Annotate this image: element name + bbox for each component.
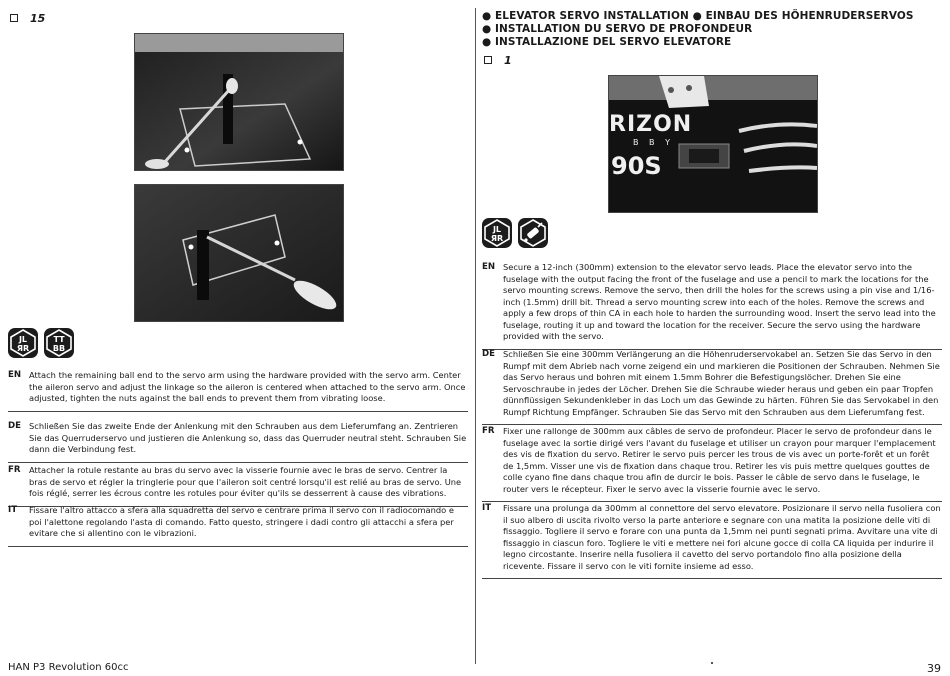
lang-code: DE bbox=[8, 421, 22, 431]
left-column bbox=[8, 10, 468, 538]
instruction-text: Fixer une rallonge de 300mm aux câbles de servo de profondeur. Placer le servo de profondeur dans le fuselage avec la sortie dirigé vers l'avant du fuselage et utiliser un crayon pour marquer l'emplacement des vis de fixation du servo. Retirer le servo puis percer les trous de vis avec un porte-forêt et un forêt de 1,5mm. Visser une vis de fixation dans chaque trou. Retirer les vis puis mettre quelques gouttes de colle cyano fine dans chaque trou afin de durcir le bois. Passer le câble de servo dans le fuselage, le router vers le récepteur. Fixer le servo avec la visserie fournie avec le servo. bbox=[503, 426, 936, 494]
lang-code: FR bbox=[8, 465, 21, 475]
tool-icons bbox=[8, 328, 74, 358]
instruction-de bbox=[8, 421, 468, 463]
lang-code: IT bbox=[8, 505, 18, 515]
instruction-en bbox=[482, 262, 942, 350]
instruction-text: Fissare l'altro attacco a sfera alla squadretta del servo e centrare prima il servo con il radiocomando e poi l'alettone regolando l'asta di comando. Fatto questo, stringere i dadi contro gli attacchi a sfera per evitare che si allentino con le vibrazioni. bbox=[29, 505, 454, 538]
right-column bbox=[482, 10, 942, 571]
svg-text:BB: BB bbox=[52, 344, 66, 353]
section-titles bbox=[482, 10, 942, 49]
svg-text:JL: JL bbox=[18, 335, 28, 344]
svg-text:JL: JL bbox=[492, 225, 502, 234]
photo-brand-subtext: B B Y bbox=[633, 138, 674, 147]
footer-page-number: 39 bbox=[927, 662, 941, 675]
lang-code: FR bbox=[482, 426, 495, 436]
footer-manual-title: HAN P3 Revolution 60cc bbox=[8, 662, 129, 673]
photo-model-text: 90S bbox=[611, 152, 662, 180]
photo-brand-text: RIZON bbox=[609, 112, 693, 137]
step-header bbox=[482, 52, 942, 68]
svg-text:TT: TT bbox=[53, 335, 65, 344]
lang-code: EN bbox=[8, 370, 22, 380]
svg-text:ЯR: ЯR bbox=[490, 234, 504, 243]
instruction-en bbox=[8, 370, 468, 412]
section-title-en-de: ● ELEVATOR SERVO INSTALLATION ● EINBAU DES HÖHENRUDERSERVOS bbox=[482, 10, 914, 22]
instruction-text: Attach the remaining ball end to the servo arm using the hardware provided with the servo arm. Center the aileron servo and adjust the linkage so the aileron is centered when attached to the servo arm. Once adjusted, tighten the nuts against the ball ends to prevent them from vibrating loose. bbox=[29, 370, 466, 403]
photo-elevator-servo bbox=[608, 75, 818, 213]
step-number: 1 bbox=[504, 53, 512, 67]
photo-aileron-servo-arm bbox=[134, 33, 344, 171]
instruction-text: Schließen Sie eine 300mm Verlängerung an die Höhenruderservokabel an. Setzen Sie das Servo in den Rumpf mit dem Abrieb nach vorne zeigend ein und markieren die Positionen der Schrauben. Nehmen Sie das Servo heraus und bohren mit einem 1.5mm Bohrer die Befestigungslöcher. Drehen Sie eine Servoschraube in jedes der Löcher. Drehen Sie die Schraube wieder heraus und geben ein paar Tropfen dünnflüssigen Sekundenkleber in das Loch um das Gewinde zu härten. Führen Sie das Servokabel in den Rumpf Richtung Empfänger. Schrauben Sie das Servo mit den Schrauben aus dem Lieferumfang fest. bbox=[503, 349, 940, 417]
wrench-hex-icon bbox=[44, 328, 74, 358]
lang-code: EN bbox=[482, 262, 496, 272]
section-title-it: ● INSTALLAZIONE DEL SERVO ELEVATORE bbox=[482, 36, 732, 48]
instruction-fr bbox=[482, 426, 942, 502]
svg-text:ЯR: ЯR bbox=[16, 344, 30, 353]
step-checkbox[interactable] bbox=[484, 56, 492, 64]
tool-icons bbox=[482, 218, 548, 248]
column-divider bbox=[475, 8, 476, 664]
instruction-text: Fissare una prolunga da 300mm al connettore del servo elevatore. Posizionare il servo nella fusoliera con il suo albero di uscita rivolto verso la parte anteriore e segnare con una matita la posizione delle viti di fissaggio. Togliere il servo e forare con una punta da 1,5mm nei punti segnati prima. Avvitare una vite di fissaggio in ciascun foro. Togliere le viti e mettere nei fori alcune gocce di colla CA liquida per indurire il legno circostante. Inserire nella fusoliera il cavetto del servo portandolo fino alla posizione della ricevente. Fissare il servo con le viti fornite insieme ad esso. bbox=[503, 503, 941, 571]
instruction-it bbox=[482, 503, 942, 579]
ca-glue-icon bbox=[518, 218, 548, 248]
screwdriver-hex-icon bbox=[8, 328, 38, 358]
step-header bbox=[8, 10, 468, 26]
photo-aileron-linkage bbox=[134, 184, 344, 322]
instruction-fr bbox=[8, 465, 468, 507]
instruction-text: Attacher la rotule restante au bras du servo avec la visserie fournie avec le bras de servo. Centrer la bras de servo et régler la tringlerie pour que l'aileron soit centré lorsqu'il est relié au bras de servo. Une fois réglé, serrer les écrous contre les rotules pour éviter qu'ils se desserrent à cause des vibrations. bbox=[29, 465, 462, 498]
instruction-text: Schließen Sie das zweite Ende der Anlenkung mit den Schrauben aus dem Lieferumfang an. Zentrieren Sie das Querruderservo und justieren die Anlenkung so, dass das Querruder neutral steht. Schrauben Sie dann die Verbindung fest. bbox=[29, 421, 467, 454]
step-checkbox[interactable] bbox=[10, 14, 18, 22]
instruction-de bbox=[482, 349, 942, 425]
section-title-fr: ● INSTALLATION DU SERVO DE PROFONDEUR bbox=[482, 23, 753, 35]
lang-code: IT bbox=[482, 503, 492, 513]
instruction-text: Secure a 12-inch (300mm) extension to the elevator servo leads. Place the elevator servo into the fuselage with the output facing the front of the fuselage and use a pencil to mark the locations for the servo mounting screws. Remove the servo, then drill the holes for the screws using a pin vise and 1/16-inch (1.5mm) drill bit. Thread a servo mounting screw into each of the holes. Remove the screws and apply a few drops of thin CA in each hole to harden the surrounding wood. Insert the servo lead into the fuselage, routing it up and toward the location for the receiver. Secure the servo using the hardware provided with the servo. bbox=[503, 262, 936, 341]
step-number: 15 bbox=[30, 11, 46, 25]
screwdriver-hex-icon bbox=[482, 218, 512, 248]
lang-code: DE bbox=[482, 349, 496, 359]
footer-dot bbox=[711, 662, 713, 664]
instruction-it bbox=[8, 505, 468, 547]
